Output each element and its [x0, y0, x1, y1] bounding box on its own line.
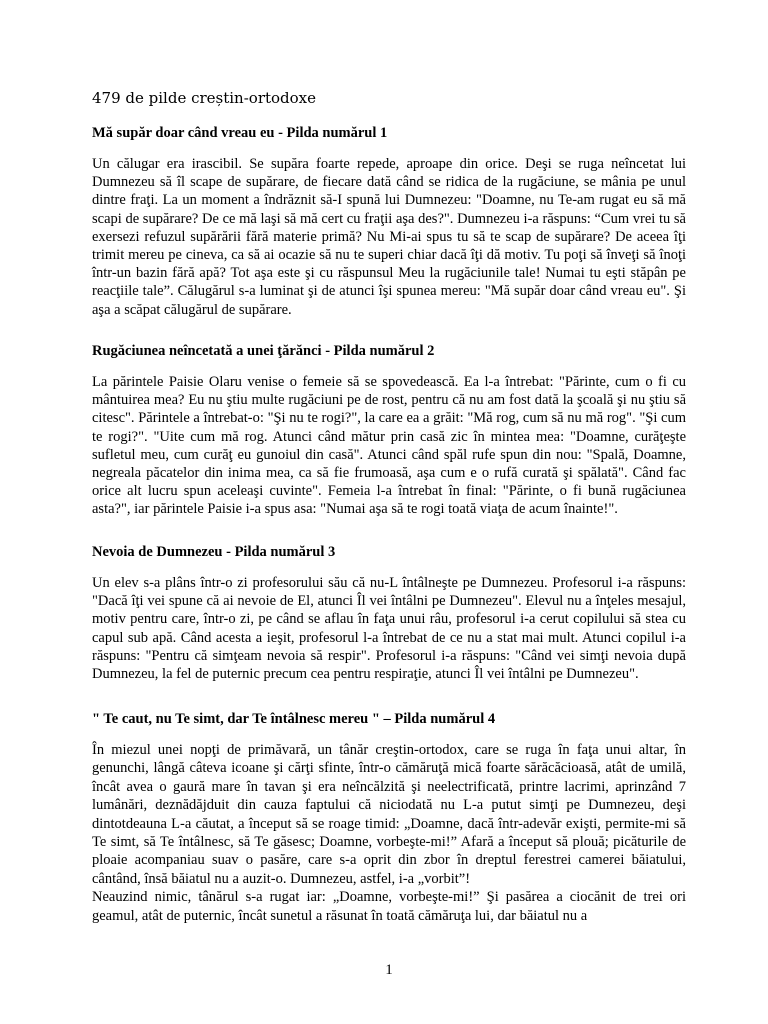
parable-section-3: [92, 542, 686, 683]
section-heading: Nevoia de Dumnezeu - Pilda numărul 3: [92, 544, 336, 560]
section-body: La părintele Paisie Olaru venise o femeie să se spovedească. Ea l-a întrebat: "Părinte, cum o fi cu mântuirea mea? Eu nu ştiu multe rugăciuni pe de rost, pentru că nu am fost dată la şcoală şi nu ştiu să citesc". Părintele a întrebat-o: "Şi nu te rogi?", la care ea a grăit: "Mă rog, cum să nu mă rog". "Şi cum te rogi?". "Uite cum mă rog. Atunci când mătur prin casă zic în mintea mea: "Doamne, curăţeşte sufletul meu, cum curăţ eu gunoiul din casă". Atunci când spăl rufe spun din nou: "Spală, Doamne, negreala păcatelor din inima mea, ca să fie frumoasă, aşa cum e o rufă curată şi spălată". Când fac orice alt lucru spun aceleaşi cuvinte". Femeia l-a întrebat în final: "Părinte, o fi bună rugăciunea asta?", iar părintele Paisie i-a spus asa: "Numai aşa să te rogi toată viaţa de acum înainte!".: [92, 374, 686, 518]
parable-section-4: [92, 709, 686, 925]
section-heading: " Te caut, nu Te simt, dar Te întâlnesc mereu " – Pilda numărul 4: [92, 711, 496, 727]
parable-section-2: [92, 341, 686, 519]
section-body: Un călugar era irascibil. Se supăra foarte repede, aproape din orice. Deşi se ruga neîncetat lui Dumnezeu să îl scape de supărare, de fiecare dată când se ridica de la rugăciune, se mânia pe unul dintre fraţi. La un moment a îndrăznit să-I spună lui Dumnezeu: "Doamne, nu Te-am rugat eu să mă scapi de supărare? De ce mă laşi să mă cert cu fraţii aşa des?". Dumnezeu i-a răspuns: “Cum vrei tu să exersezi refuzul supărării fără materie primă? Nu Mi-ai spus tu să te scap de supărare? De aceea îţi trimit mereu pe cineva, ca să ai ocazie să nu te superi chiar dacă îţi dă motiv. Tu poţi să înveţi să înoţi într-un bazin fără apă? Tot aşa este şi cu răspunsul Meu la rugăciunile tale! Numai tu eşti stăpân pe reacţiile tale”. Călugărul s-a luminat şi de atunci îşi spunea mereu: "Mă supăr doar când vreau eu". Şi aşa a scăpat călugărul de supărare.: [92, 156, 686, 318]
page-number: 1: [385, 962, 393, 978]
section-heading: Rugăciunea neîncetată a unei ţărănci - Pilda numărul 2: [92, 343, 435, 359]
parable-section-1: [92, 123, 686, 319]
document-page: [92, 0, 686, 1024]
document-title: 479 de pilde creștin-ortodoxe: [92, 89, 317, 107]
section-heading: Mă supăr doar când vreau eu - Pilda numărul 1: [92, 125, 388, 141]
section-body: În miezul unei nopţi de primăvară, un tânăr creştin-ortodox, care se ruga în faţa unui altar, în genunchi, lângă câteva icoane şi cărţi sfinte, într-o cămăruţă mică foarte sărăcăcioasă, atât de umilă, încât avea o gaură mare în tavan şi era neîncălzită şi neelectrificată, printre lacrimi, aprinzând 7 lumânări, deznădăjduit din cauza faptului că niciodată nu L-a putut simţi pe Dumnezeu, deşi dintotdeauna L-a căutat, a început să se roage timid: „Doamne, dacă într-adevăr exişti, permite-mi să Te simt, să Te întâlnesc, să Te găsesc; Doamne, vorbeşte-mi!” Afară a început să plouă; picăturile de ploaie acompaniau suav o pasăre, care s-a oprit din zbor în dreptul ferestrei camerei băiatului, cântând, însă băiatul nu a auzit-o. Dumnezeu, astfel, i-a „vorbit”! Neauzind nimic, tânărul s-a rugat iar: „Doamne, vorbeşte-mi!” Şi pasărea a ciocănit de trei ori geamul, atât de puternic, încât sunetul a răsunat în toată cămăruţa lui, dar băiatul nu a: [92, 742, 686, 924]
section-body: Un elev s-a plâns într-o zi profesorului său că nu-L întâlneşte pe Dumnezeu. Profesorul i-a răspuns: "Dacă îţi vei spune că ai nevoie de El, atunci Îl vei întâlni pe Dumnezeu". Elevul nu a înţeles mesajul, motiv pentru care, într-o zi, pe când se aflau în faţa unui râu, profesorul i-a cerut copilului să stea cu capul sub apă. Când acesta a ieşit, profesorul l-a întrebat de ce nu a stat mai mult. Atunci copilul i-a răspuns: "Pentru că simţeam nevoia să respir". Profesorul i-a răspuns: "Când vei simţi nevoia după Dumnezeu, la fel de puternic precum cea pentru respiraţie, atunci Îl vei întâlni pe Dumnezeu".: [92, 575, 686, 683]
